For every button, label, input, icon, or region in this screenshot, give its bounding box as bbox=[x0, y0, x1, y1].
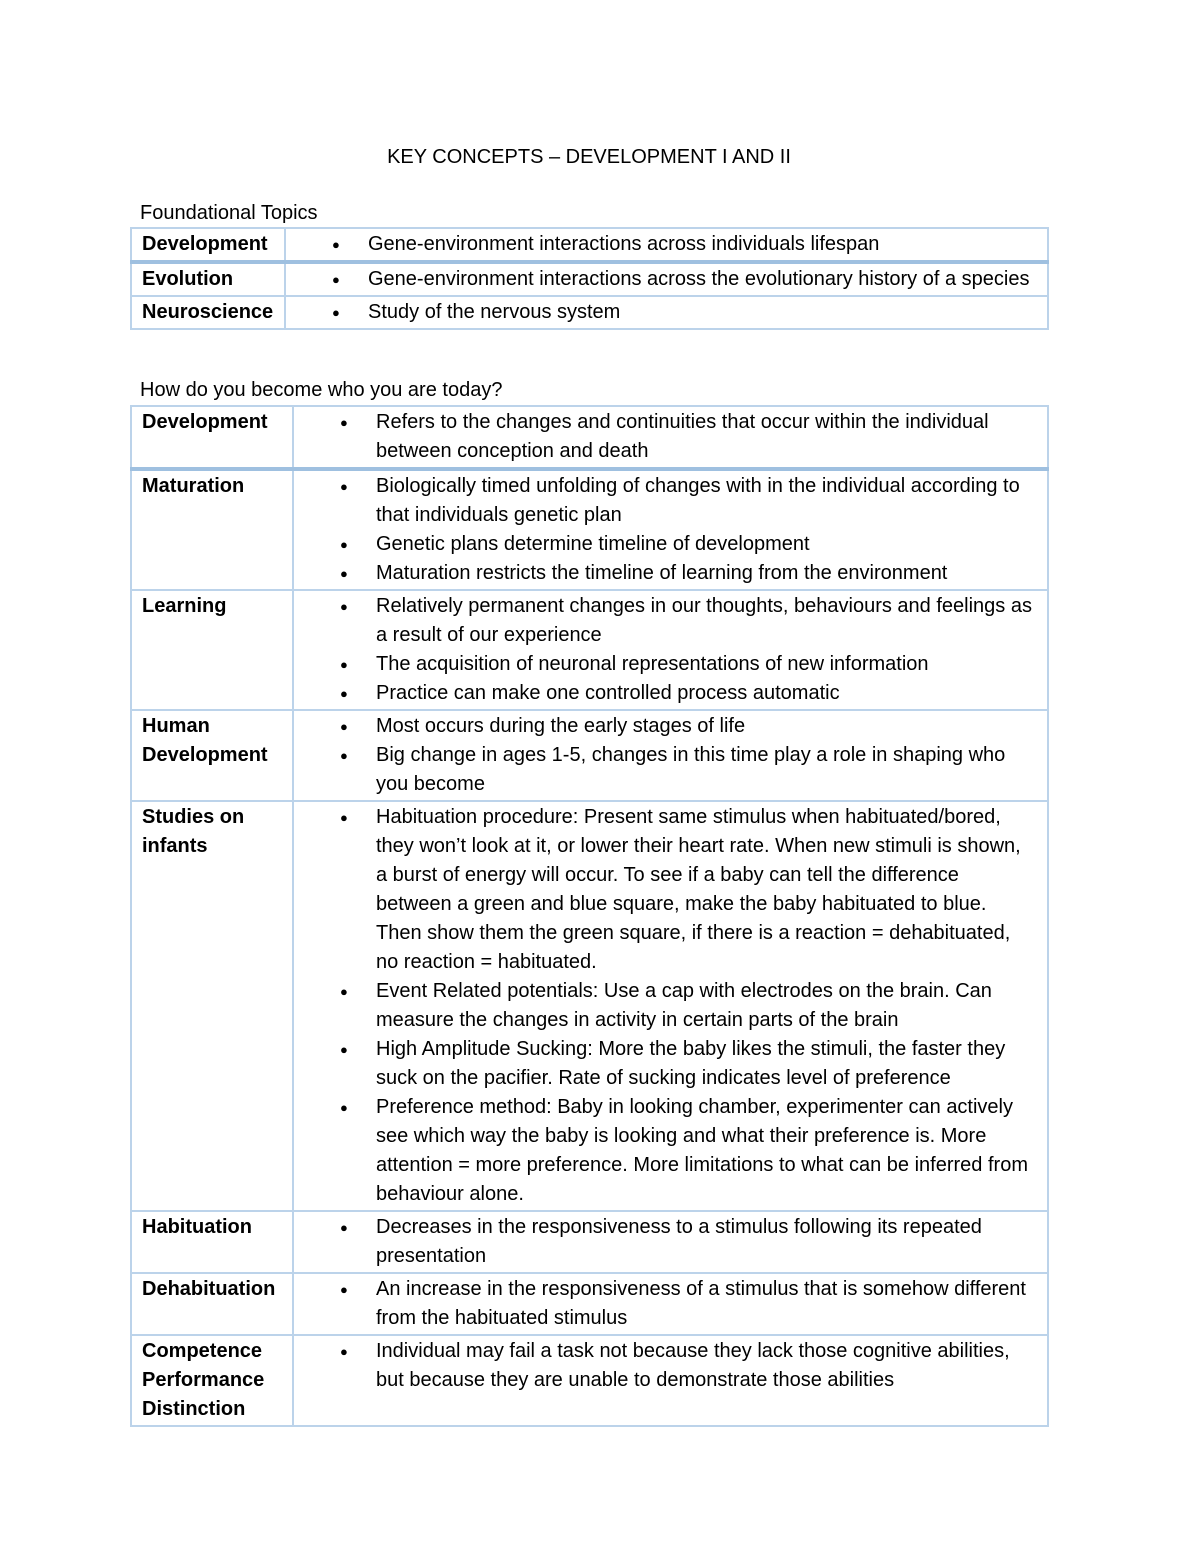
table-row bbox=[131, 1211, 1048, 1273]
term-cell: Competence Performance Distinction bbox=[131, 1335, 293, 1426]
definition-cell bbox=[293, 1335, 1048, 1426]
key-concepts-table bbox=[130, 405, 1049, 1427]
definition-cell bbox=[285, 228, 1048, 262]
term-cell: Development bbox=[131, 228, 285, 262]
bullet-item: ● Event Related potentials: Use a cap with electrodes on the brain. Can measure the changes in activity in certain parts of the brain bbox=[304, 977, 1037, 1035]
term-cell: Learning bbox=[131, 590, 293, 710]
term-cell: Evolution bbox=[131, 262, 285, 296]
bullet-item: ● Most occurs during the early stages of life bbox=[304, 712, 1037, 741]
term-cell: Studies on infants bbox=[131, 801, 293, 1211]
bullet-item: ● Practice can make one controlled process automatic bbox=[304, 679, 1037, 708]
bullet-item: ● Individual may fail a task not because they lack those cognitive abilities, but because they are unable to demonstrate those abilities bbox=[304, 1337, 1037, 1395]
definition-cell bbox=[293, 406, 1048, 469]
bullet-item: ● Gene-environment interactions across the evolutionary history of a species bbox=[296, 265, 1037, 294]
bullet-item: ● Study of the nervous system bbox=[296, 298, 1037, 327]
definition-cell bbox=[293, 1273, 1048, 1335]
table-row bbox=[131, 801, 1048, 1211]
table-row bbox=[131, 469, 1048, 590]
bullet-item: ● Big change in ages 1-5, changes in this time play a role in shaping who you become bbox=[304, 741, 1037, 799]
definition-cell bbox=[285, 296, 1048, 329]
table-row bbox=[131, 262, 1048, 296]
bullet-item: ● Decreases in the responsiveness to a stimulus following its repeated presentation bbox=[304, 1213, 1037, 1271]
term-cell: Development bbox=[131, 406, 293, 469]
table-row bbox=[131, 228, 1048, 262]
bullet-item: ● Gene-environment interactions across individuals lifespan bbox=[296, 230, 1037, 259]
bullet-item: ● The acquisition of neuronal representations of new information bbox=[304, 650, 1037, 679]
bullet-item: ● High Amplitude Sucking: More the baby likes the stimuli, the faster they suck on the pacifier. Rate of sucking indicates level of preference bbox=[304, 1035, 1037, 1093]
table-row bbox=[131, 590, 1048, 710]
definition-cell bbox=[293, 469, 1048, 590]
foundational-topics-table bbox=[130, 227, 1049, 330]
table-row bbox=[131, 296, 1048, 329]
definition-cell bbox=[293, 710, 1048, 801]
bullet-item: ● Habituation procedure: Present same stimulus when habituated/bored, they won’t look at it, or lower their heart rate. When new stimuli is shown, a burst of energy will occur. To see if a baby can tell the difference between a green and blue square, make the baby habituated to blue. Then show them the green square, if there is a reaction = dehabituated, no reaction = habituated. bbox=[304, 803, 1037, 977]
table-row bbox=[131, 1273, 1048, 1335]
bullet-item: ● Genetic plans determine timeline of development bbox=[304, 530, 1037, 559]
bullet-item: ● An increase in the responsiveness of a stimulus that is somehow different from the habituated stimulus bbox=[304, 1275, 1037, 1333]
bullet-item: ● Relatively permanent changes in our thoughts, behaviours and feelings as a result of our experience bbox=[304, 592, 1037, 650]
bullet-item: ● Refers to the changes and continuities that occur within the individual between conception and death bbox=[304, 408, 1037, 466]
term-cell: Habituation bbox=[131, 1211, 293, 1273]
term-cell: Dehabituation bbox=[131, 1273, 293, 1335]
definition-cell bbox=[293, 590, 1048, 710]
definition-cell bbox=[293, 1211, 1048, 1273]
term-cell: Maturation bbox=[131, 469, 293, 590]
table-row bbox=[131, 1335, 1048, 1426]
bullet-item: ● Maturation restricts the timeline of learning from the environment bbox=[304, 559, 1037, 588]
section-heading-foundational: Foundational Topics bbox=[140, 202, 318, 224]
bullet-item: ● Preference method: Baby in looking chamber, experimenter can actively see which way the baby is looking and what their preference is. More attention = more preference. More limitations to what can be inferred from behaviour alone. bbox=[304, 1093, 1037, 1209]
document-title: KEY CONCEPTS – DEVELOPMENT I AND II bbox=[387, 146, 791, 168]
term-cell: Neuroscience bbox=[131, 296, 285, 329]
bullet-item: ● Biologically timed unfolding of changes with in the individual according to that individuals genetic plan bbox=[304, 472, 1037, 530]
definition-cell bbox=[293, 801, 1048, 1211]
table-row bbox=[131, 406, 1048, 469]
section-heading-become: How do you become who you are today? bbox=[140, 379, 503, 401]
table-row bbox=[131, 710, 1048, 801]
term-cell: Human Development bbox=[131, 710, 293, 801]
definition-cell bbox=[285, 262, 1048, 296]
